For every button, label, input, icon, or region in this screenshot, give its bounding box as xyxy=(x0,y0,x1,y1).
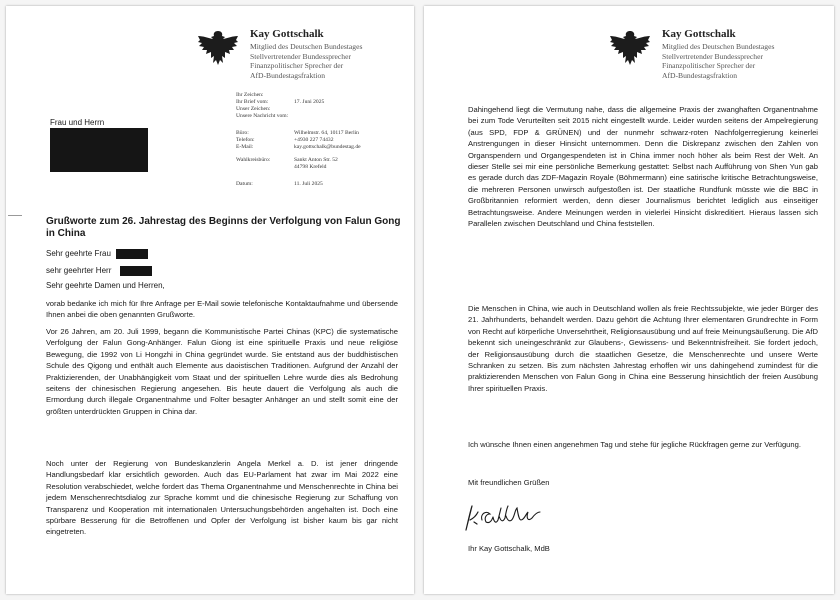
paragraph-1: vorab bedanke ich mich für Ihre Anfrage per E-Mail sowie telefonische Kontaktaufnahme und übersende Ihnen anbei die oben genannten Grußworte. xyxy=(46,299,398,320)
federal-eagle-icon xyxy=(196,28,240,68)
ref-value-ihr-brief: 17. Juni 2025 xyxy=(294,99,325,105)
recipient-label: Frau und Herrn xyxy=(50,118,105,127)
salutation-herr-text: sehr geehrter Herr xyxy=(46,266,112,275)
ref-label-ihr-zeichen: Ihr Zeichen: xyxy=(236,92,264,98)
redacted-name-herr xyxy=(120,266,152,276)
salutation-all: Sehr geehrte Damen und Herren, xyxy=(46,281,165,290)
letterhead-line-2: Stellvertretender Bundessprecher xyxy=(250,51,351,61)
letterhead-line-1: Mitglied des Deutschen Bundestages xyxy=(250,42,363,51)
letterhead-name: Kay Gottschalk xyxy=(250,28,324,40)
ref-label-datum: Datum: xyxy=(236,181,253,187)
letterhead-line-1: Mitglied des Deutschen Bundestages xyxy=(662,42,775,51)
letterhead-line-2: Stellvertretender Bundessprecher xyxy=(662,51,763,61)
ref-label-buero: Büro: xyxy=(236,130,249,136)
salutation-frau xyxy=(46,249,111,259)
fold-mark xyxy=(8,215,22,216)
letterhead-line-4: AfD-Bundestagsfraktion xyxy=(250,70,326,80)
paragraph-4: Dahingehend liegt die Vermutung nahe, dass die allgemeine Praxis der zwanghaften Organentnahme bei zum Tode Verurteilten seit 2015 nicht eingestellt wurde. Leider wurden seitens der Ampelregierung (aus SPD, FDP & GRÜNEN) und der nunmehr schwarz-roten Nachfolgerregierung keinerlei Anstrengungen in dieser Hinsicht unternommen. Denn die Diskrepanz zwischen den Zahlen von Organspendern und Organgespendeten ist in China immer noch höher als beim Rest der Welt. An dieser Stelle sei mir eine persönliche Bemerkung gestattet: Selbst nach Aufführung von Shen Yun gab es gerade durch das ZDF-Magazin Royale (Böhmermann) eine satirische kritische Betrachtungsweise, die mehreren Personen unwirsch aufgestoßen ist. Der staatliche Rundfunk müsste wie die BBC in Großbritannien reformiert werden, denn dieser Journalismus berichtet lediglich aus einseitiger Betrachtungsweise. Andere Meinungen werden in vielerlei Hinsicht diskreditiert. Hieraus lassen sich Parallelen zwischen Deutschland und China feststellen. xyxy=(468,105,818,229)
salutation-herr xyxy=(46,266,111,276)
ref-label-telefon: Telefon: xyxy=(236,137,255,143)
federal-eagle-icon xyxy=(608,28,652,68)
signature-name: Ihr Kay Gottschalk, MdB xyxy=(468,544,550,553)
ref-value-wahlkreis-1: Sankt Anton Str. 52 xyxy=(294,157,338,163)
paragraph-5: Die Menschen in China, wie auch in Deutschland wollen als freie Rechtssubjekte, wie jeder Bürger des 21. Jahrhunderts, behandelt werden. Dazu gehört die Achtung Ihrer elementaren Grundrechte in Form von Recht auf körperliche Unversehrtheit, Religionsausübung und auf freie Meinungsäußerung. Die AfD bekennt sich uneingeschränkt zur Glaubens-, Gewissens- und Bekenntnisfreiheit. Sie fordert jedoch, der Religionsausübung durch die staatlichen Gesetze, die Menschenrechte und unsere Werte Schranken zu setzen. Bis zum nächsten Jahrestag erhoffen wir uns dahingehend zumindest für die praktizierenden Menschen von Falun Gong in China eine Besserung hinsichtlich der freien Ausübung Ihrer spirituellen Praxis. xyxy=(468,304,818,393)
letter-page-2 xyxy=(424,6,834,594)
ref-label-unsere-nachricht: Unsere Nachricht vom: xyxy=(236,113,289,119)
paragraph-3: Noch unter der Regierung von Bundeskanzlerin Angela Merkel a. D. ist jener dringende Handlungsbedarf klar ersichtlich geworden. Auch das EU-Parlament hat zwar im Mai 2022 eine Resolution verabschiedet, welche fordert das Thema Organentnahme und Menschenrechte in China bei jedem Menschenrechtsdialog zur Sprache kommt und die chinesische Regierung zur Schaffung von Transparenz und Kooperation mit internationalen Untersuchungsbehörden angehalten ist. Doch eine spürbare Besserung für die Betroffenen und Opfer der Verfolgung ist bisher kaum bis gar nicht eingetreten. xyxy=(46,459,398,537)
salutation-frau-text: Sehr geehrte Frau xyxy=(46,249,111,258)
ref-value-datum: 11. Juli 2025 xyxy=(294,181,323,187)
reference-block xyxy=(236,92,361,188)
letterhead-line-3: Finanzpolitischer Sprecher der xyxy=(250,61,344,71)
ref-label-ihr-brief: Ihr Brief vom: xyxy=(236,99,269,105)
handwritten-signature xyxy=(460,500,544,536)
ref-label-unser-zeichen: Unser Zeichen: xyxy=(236,106,271,112)
paragraph-6: Ich wünsche Ihnen einen angenehmen Tag und stehe für jegliche Rückfragen gerne zur Verfügung. xyxy=(468,440,801,449)
paragraph-2: Vor 26 Jahren, am 20. Juli 1999, begann die Kommunistische Partei Chinas (KPC) die systematische Verfolgung der Falun Gong-Anhänger. Falun Giong ist eine spirituelle Praxis und neue religiöse Bewegung, die 1992 von Li Hongzhi in China gegründet wurde. Sie entstand aus der buddhistischen Schule des Qigong und enthält auch Elemente aus daoistischen Traditionen. Aufgrund der Anzahl der Praktizierenden, der Unabhängigkeit vom Staat und der spirituellen Lehre wurde dies als Bedrohung seitens der chinesischen Regierung angesehen. Bis heute dauert die Verfolgung als auch die Ermordung durch illegale Organentnahme und Folter besagter Anhänger an und stellt somit eine der größten unterdrückten Gruppen in China dar. xyxy=(46,327,398,416)
letterhead-line-4: AfD-Bundestagsfraktion xyxy=(662,70,738,80)
ref-value-email: kay.gottschalk@bundestag.de xyxy=(294,144,361,150)
redacted-address-block xyxy=(50,128,148,172)
letter-page-1 xyxy=(6,6,414,594)
ref-value-wahlkreis-2: 44798 Krefeld xyxy=(294,164,327,170)
ref-value-telefon: +4930 227 74432 xyxy=(294,137,334,143)
ref-label-email: E-Mail: xyxy=(236,144,254,150)
letterhead-line-3: Finanzpolitischer Sprecher der xyxy=(662,61,756,71)
closing: Mit freundlichen Grüßen xyxy=(468,478,550,487)
ref-value-buero: Wilhelmstr. 64, 10117 Berlin xyxy=(294,130,359,136)
redacted-name-frau xyxy=(116,249,148,259)
ref-label-wahlkreis: Wahlkreisbüro: xyxy=(236,157,271,163)
letter-subject: Grußworte zum 26. Jahrestag des Beginns der Verfolgung von Falun Gong in China xyxy=(46,216,401,239)
letterhead-name: Kay Gottschalk xyxy=(662,28,736,40)
